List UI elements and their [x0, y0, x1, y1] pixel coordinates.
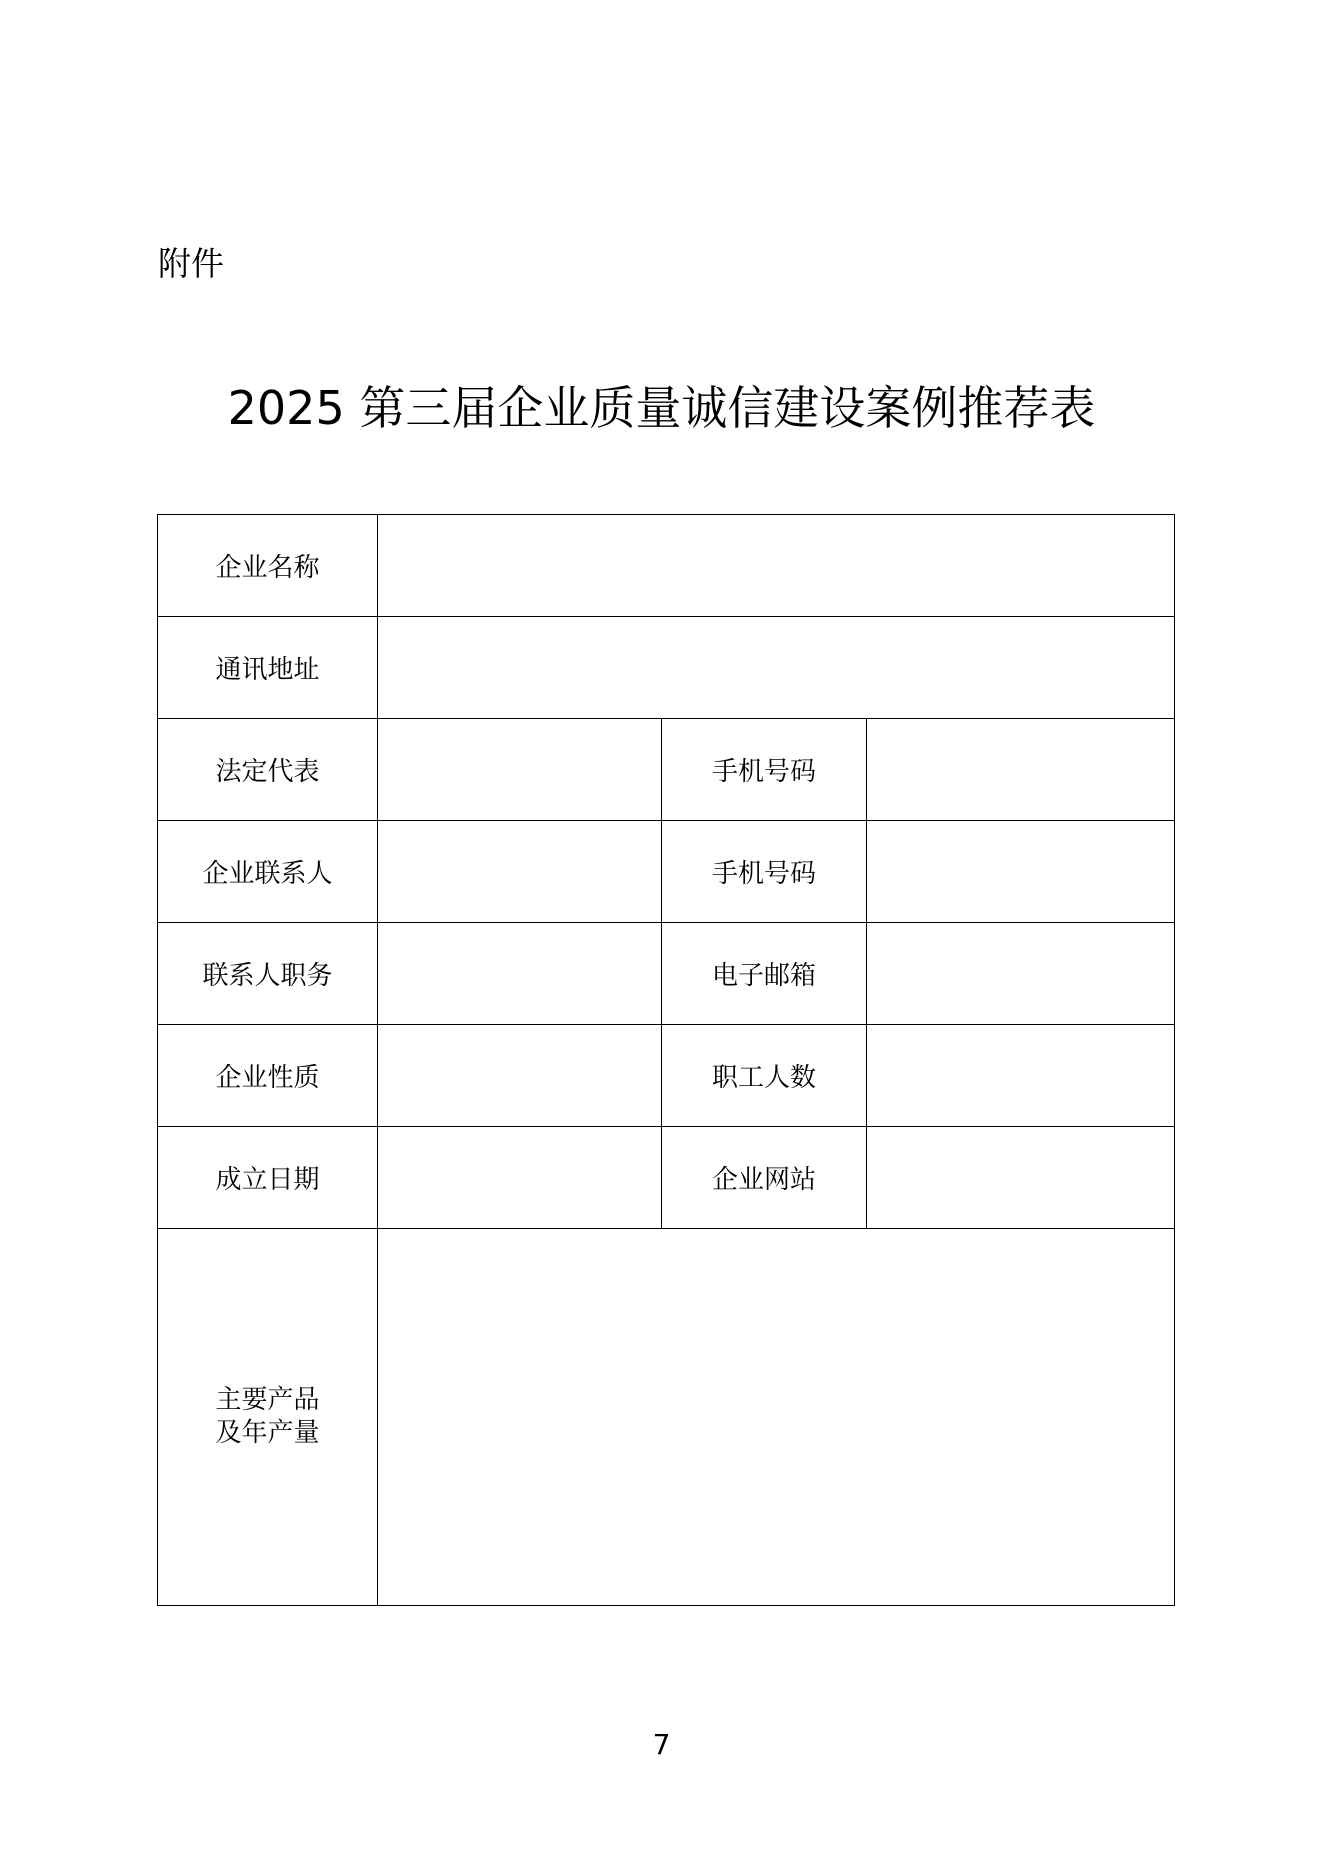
legal-rep-phone-label: 手机号码 [662, 719, 867, 821]
row-contact-position [158, 923, 1175, 1025]
contact-field[interactable] [378, 821, 662, 923]
row-legal-rep [158, 719, 1175, 821]
nature-field[interactable] [378, 1025, 662, 1127]
page-title: 2025 第三届企业质量诚信建设案例推荐表 [227, 381, 1096, 435]
products-label-text [215, 1384, 319, 1450]
employees-label: 职工人数 [662, 1025, 867, 1127]
row-address [158, 617, 1175, 719]
founded-label: 成立日期 [158, 1127, 378, 1229]
contact-phone-field[interactable] [867, 821, 1175, 923]
contact-label: 企业联系人 [158, 821, 378, 923]
company-name-label: 企业名称 [158, 515, 378, 617]
products-field[interactable] [378, 1229, 1175, 1606]
contact-phone-label: 手机号码 [662, 821, 867, 923]
email-field[interactable] [867, 923, 1175, 1025]
products-label [158, 1229, 378, 1606]
page-number: 7 [652, 1728, 671, 1761]
row-nature [158, 1025, 1175, 1127]
email-label: 电子邮箱 [662, 923, 867, 1025]
row-contact [158, 821, 1175, 923]
website-field[interactable] [867, 1127, 1175, 1229]
employees-field[interactable] [867, 1025, 1175, 1127]
row-products [158, 1229, 1175, 1606]
legal-rep-label: 法定代表 [158, 719, 378, 821]
address-field[interactable] [378, 617, 1175, 719]
row-founded [158, 1127, 1175, 1229]
nature-label: 企业性质 [158, 1025, 378, 1127]
contact-position-field[interactable] [378, 923, 662, 1025]
legal-rep-field[interactable] [378, 719, 662, 821]
contact-position-label: 联系人职务 [158, 923, 378, 1025]
legal-rep-phone-field[interactable] [867, 719, 1175, 821]
row-company-name [158, 515, 1175, 617]
founded-field[interactable] [378, 1127, 662, 1229]
recommendation-form-table [157, 514, 1175, 1606]
products-label-line2: 及年产量 [215, 1418, 320, 1448]
website-label: 企业网站 [662, 1127, 867, 1229]
attachment-label: 附件 [158, 244, 224, 283]
company-name-field[interactable] [378, 515, 1175, 617]
products-label-line1: 主要产品 [215, 1385, 320, 1415]
address-label: 通讯地址 [158, 617, 378, 719]
